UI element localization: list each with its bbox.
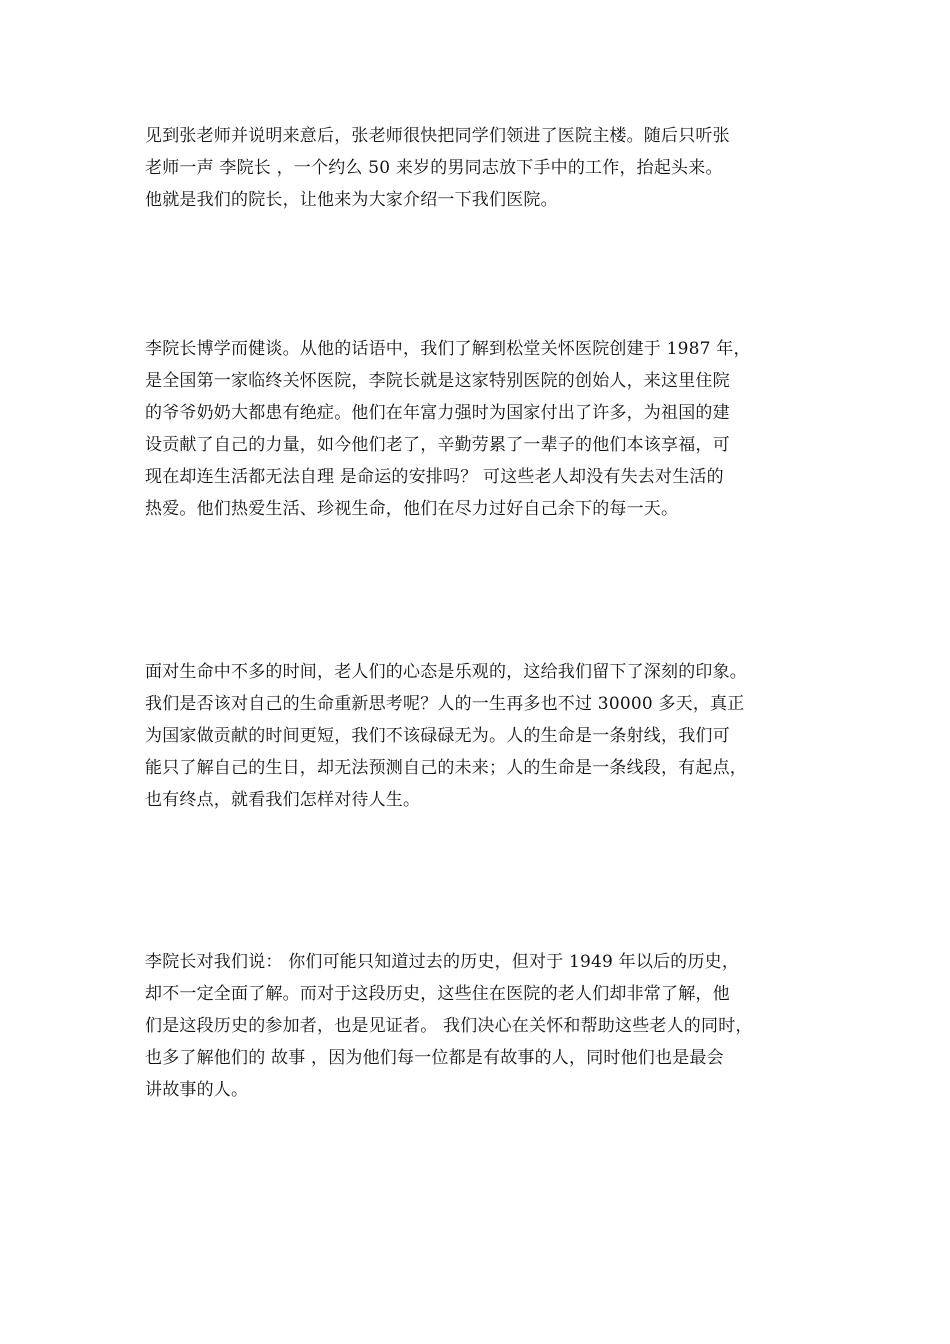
text-line: 老师一声 李院长 ，一个约么 50 来岁的男同志放下手中的工作，抬起头来。	[145, 158, 723, 178]
text-line: 能只了解自己的生日，却无法预测自己的未来；人的生命是一条线段，有起点，	[145, 758, 747, 778]
text-line: 李院长博学而健谈。从他的话语中，我们了解到松堂关怀医院创建于 1987 年，	[145, 339, 751, 359]
text-line: 现在却连生活都无法自理 是命运的安排吗？ 可这些老人却没有失去对生活的	[145, 467, 724, 487]
text-line: 讲故事的人。	[145, 1080, 249, 1100]
paragraph-4	[145, 946, 835, 1106]
text-line: 李院长对我们说： 你们可能只知道过去的历史，但对于 1949 年以后的历史，	[145, 952, 740, 972]
text-line: 他就是我们的院长，让他来为大家介绍一下我们医院。	[145, 190, 558, 210]
text-line: 也多了解他们的 故事 ，因为他们每一位都是有故事的人，同时他们也是最会	[145, 1048, 724, 1068]
paragraph-1	[145, 120, 835, 216]
text-line: 们是这段历史的参加者，也是见证者。 我们决心在关怀和帮助这些老人的同时，	[145, 1016, 753, 1036]
text-line: 我们是否该对自己的生命重新思考呢？人的一生再多也不过 30000 多天，真正	[145, 694, 745, 714]
text-line: 为国家做贡献的时间更短，我们不该碌碌无为。人的生命是一条射线，我们可	[145, 726, 730, 746]
text-line: 热爱。他们热爱生活、珍视生命，他们在尽力过好自己余下的每一天。	[145, 499, 679, 519]
text-line: 的爷爷奶奶大都患有绝症。他们在年富力强时为国家付出了许多，为祖国的建	[145, 403, 730, 423]
text-line: 见到张老师并说明来意后，张老师很快把同学们领进了医院主楼。随后只听张	[145, 126, 730, 146]
text-line: 面对生命中不多的时间，老人们的心态是乐观的，这给我们留下了深刻的印象。	[145, 662, 747, 682]
text-line: 却不一定全面了解。而对于这段历史，这些住在医院的老人们却非常了解，他	[145, 984, 730, 1004]
paragraph-3	[145, 656, 835, 816]
paragraph-2	[145, 333, 835, 525]
text-line: 也有终点，就看我们怎样对待人生。	[145, 790, 421, 810]
text-line: 设贡献了自己的力量，如今他们老了，辛勤劳累了一辈子的他们本该享福，可	[145, 435, 730, 455]
text-line: 是全国第一家临终关怀医院，李院长就是这家特别医院的创始人，来这里住院	[145, 371, 730, 391]
